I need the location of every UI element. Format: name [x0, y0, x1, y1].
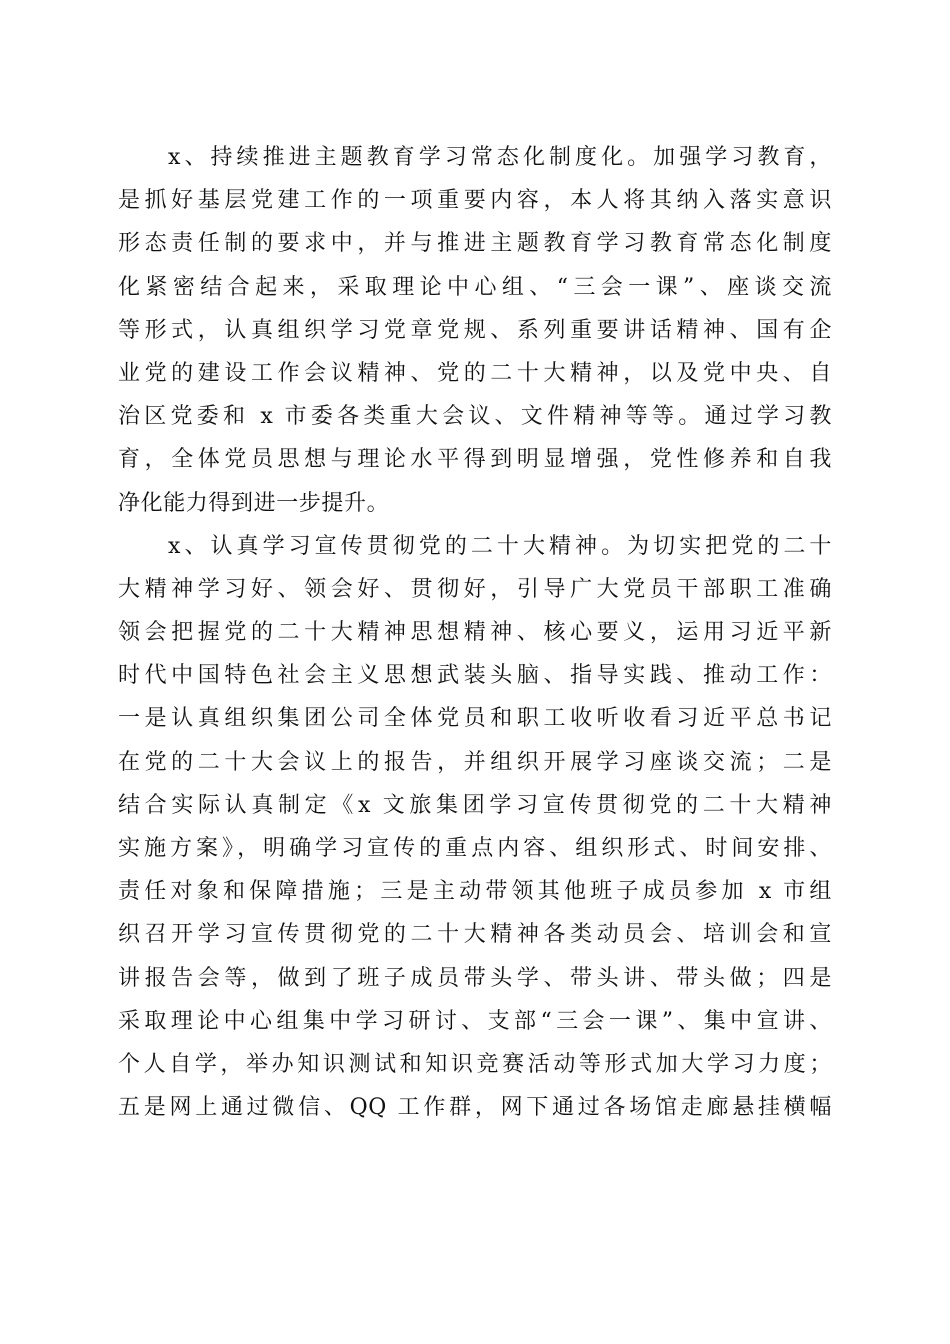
paragraph-line: 织召开学习宣传贯彻党的二十大精神各类动员会、培训会和宣: [118, 922, 832, 948]
paragraph-line: 净化能力得到进一步提升。: [118, 490, 390, 516]
paragraph-line: 是抓好基层党建工作的一项重要内容，本人将其纳入落实意识: [118, 188, 832, 214]
paragraph-line: 领会把握党的二十大精神思想精神、核心要义，运用习近平新: [118, 620, 832, 646]
paragraph-line: 化紧密结合起来，采取理论中心组、“三会一课”、座谈交流: [118, 274, 832, 300]
paragraph-line: x、持续推进主题教育学习常态化制度化。加强学习教育，: [168, 145, 832, 170]
paragraph-1: [118, 136, 832, 525]
paragraph-line: 业党的建设工作会议精神、党的二十大精神，以及党中央、自: [118, 360, 832, 386]
paragraph-line: 个人自学，举办知识测试和知识竞赛活动等形式加大学习力度；: [118, 1051, 832, 1077]
paragraph-line: 等形式，认真组织学习党章党规、系列重要讲话精神、国有企: [118, 317, 832, 343]
paragraph-line: 一是认真组织集团公司全体党员和职工收听收看习近平总书记: [118, 706, 832, 732]
paragraph-line: 在党的二十大会议上的报告，并组织开展学习座谈交流；二是: [118, 749, 832, 775]
paragraph-line: 实施方案》，明确学习宣传的重点内容、组织形式、时间安排、: [118, 836, 832, 861]
paragraph-line: 大精神学习好、领会好、贯彻好，引导广大党员干部职工准确: [118, 576, 832, 602]
paragraph-line: 责任对象和保障措施；三是主动带领其他班子成员参加 x 市组: [118, 879, 832, 905]
document-body: [118, 136, 832, 1129]
paragraph-line: 五是网上通过微信、QQ 工作群，网下通过各场馆走廊悬挂横幅: [118, 1095, 832, 1121]
paragraph-line: 时代中国特色社会主义思想武装头脑、指导实践、推动工作：: [118, 663, 832, 689]
paragraph-line: 结合实际认真制定《x 文旅集团学习宣传贯彻党的二十大精神: [118, 792, 832, 818]
paragraph-line: 治区党委和 x 市委各类重大会议、文件精神等等。通过学习教: [118, 404, 832, 430]
paragraph-line: 讲报告会等，做到了班子成员带头学、带头讲、带头做；四是: [118, 965, 832, 991]
paragraph-line: 形态责任制的要求中，并与推进主题教育学习教育常态化制度: [118, 231, 832, 257]
paragraph-2: [118, 525, 832, 1130]
paragraph-line: 育，全体党员思想与理论水平得到明显增强，党性修养和自我: [118, 447, 832, 473]
paragraph-line: 采取理论中心组集中学习研讨、支部“三会一课”、集中宣讲、: [118, 1008, 832, 1034]
paragraph-line: x、认真学习宣传贯彻党的二十大精神。为切实把党的二十: [168, 533, 832, 559]
